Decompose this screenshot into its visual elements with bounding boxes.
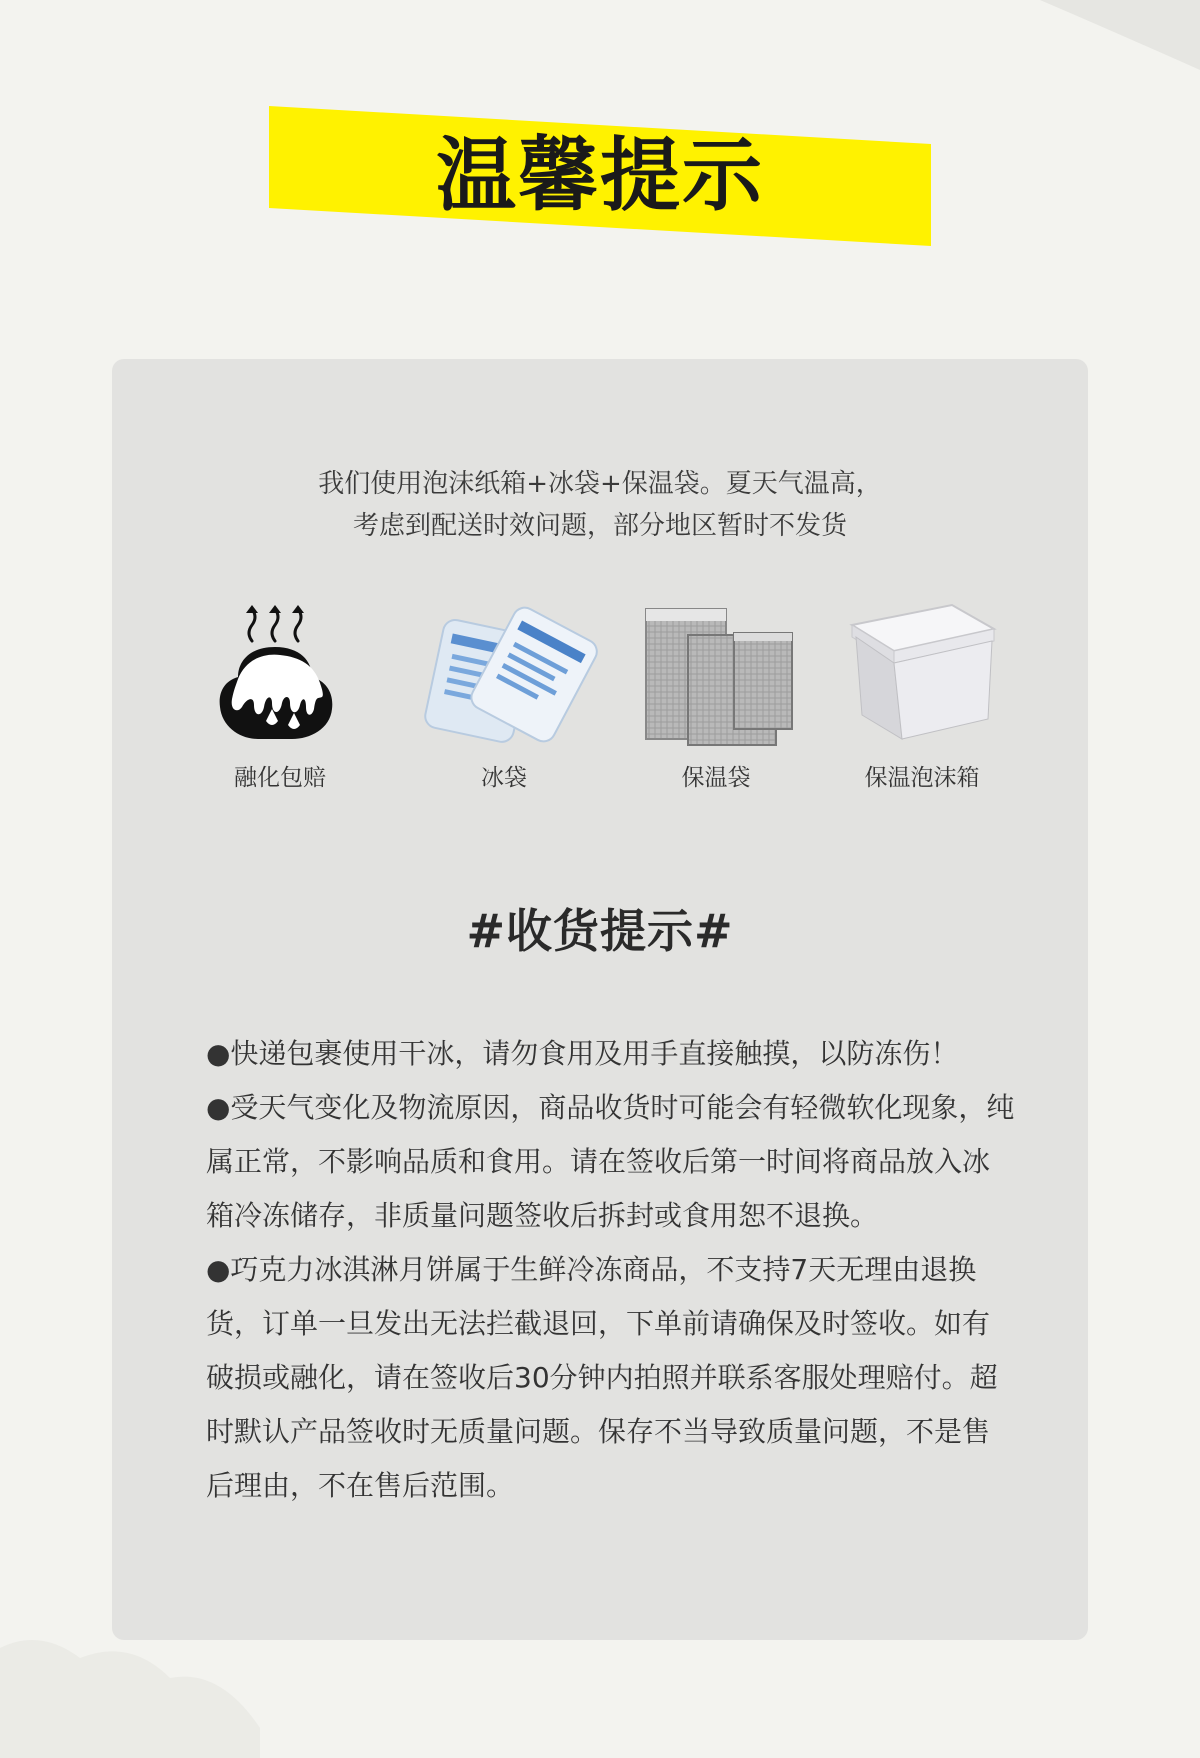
insulated-bag-icon [616,599,816,749]
feature-ice-bag [404,599,604,789]
note-item: ●快递包裹使用干冰，请勿食用及用手直接触摸，以防冻伤！ [206,1037,959,1070]
feature-label: 保温袋 [681,765,751,791]
note-item: ●受天气变化及物流原因，商品收货时可能会有轻微软化现象，纯属正常，不影响品质和食用。请在签收后第一时间将商品放入冰箱冷冻储存，非质量问题签收后拆封或食用恕不退换。 [206,1091,1015,1232]
page-title: 温馨提示 [436,129,764,222]
feature-melt [180,599,380,789]
info-card [112,359,1088,1640]
intro-line-1: 我们使用泡沫纸箱+冰袋+保温袋。夏天气温高， [318,469,882,499]
intro-text [112,463,1088,547]
note-item: ●巧克力冰淇淋月饼属于生鲜冷冻商品，不支持7天无理由退换货，订单一旦发出无法拦截退回，下单前请确保及时签收。如有破损或融化，请在签收后30分钟内拍照并联系客服处理赔付。超时默认产品签收时无质量问题。保存不当导致质量问题，不是售后理由，不在售后范围。 [206,1253,998,1502]
feature-foam-box [822,599,1022,789]
section-title: #收货提示# [466,904,734,958]
feature-insulated-bag [616,599,816,789]
background-decoration-top [1000,0,1200,90]
notes-list [206,1027,1016,1513]
intro-line-2: 考虑到配送时效问题，部分地区暂时不发货 [352,511,847,541]
feature-label: 融化包赔 [234,765,326,791]
title-banner [269,106,931,246]
melt-icon [180,599,380,749]
feature-label: 保温泡沫箱 [864,765,980,791]
feature-label: 冰袋 [481,765,527,791]
foam-box-icon [822,599,1022,749]
ice-bag-icon [404,599,604,749]
